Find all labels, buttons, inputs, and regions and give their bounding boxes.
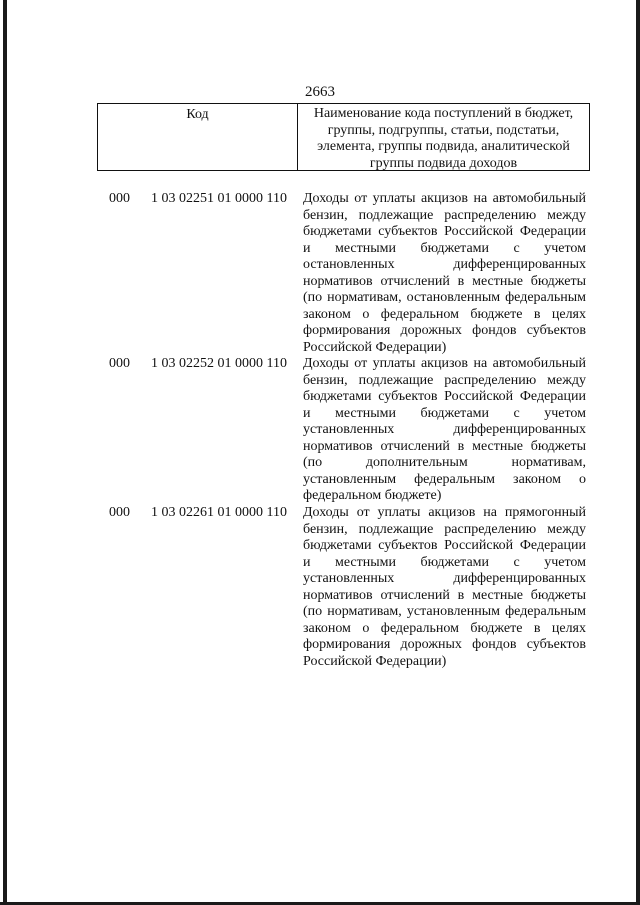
row-group: 000: [109, 191, 130, 206]
row-code: 1 03 02261 01 0000 110: [151, 505, 287, 520]
row-group: 000: [109, 356, 130, 371]
row-code: 1 03 02252 01 0000 110: [151, 356, 287, 371]
page-number: 2663: [305, 84, 335, 100]
row-description: Доходы от уплаты акцизов на автомобильный бензин, подлежащие распределению между бюджетами субъектов Российской Федерации и местными бюджетами с учетом остановленных дифференцированных нормативов отчислений в местные бюджеты (по нормативам, остановленным федеральным законом о федеральном бюджете в целях формирования дорожных фондов субъектов Российской Федерации): [303, 191, 586, 355]
header-name-cell: Наименование кода поступлений в бюджет, группы, подгруппы, статьи, подстатьи, элемента, группы подвида, аналитической группы подвида доходов: [313, 106, 574, 171]
row-code: 1 03 02251 01 0000 110: [151, 191, 287, 206]
scan-edge-left: [3, 0, 7, 905]
scan-edge-right: [636, 0, 640, 905]
row-group: 000: [109, 505, 130, 520]
table-header: [97, 103, 590, 171]
row-description: Доходы от уплаты акцизов на прямогонный бензин, подлежащие распределению между бюджетами субъектов Российской Федерации и местными бюджетами с учетом установленных дифференцированных нормативов отчислений в местные бюджеты (по нормативам, установленным федеральным законом о федеральном бюджете в целях формирования дорожных фондов субъектов Российской Федерации): [303, 505, 586, 669]
row-description: Доходы от уплаты акцизов на автомобильный бензин, подлежащие распределению между бюджетами субъектов Российской Федерации и местными бюджетами с учетом установленных дифференцированных нормативов отчислений в местные бюджеты (по дополнительным нормативам, установленным федеральным законом о федеральном бюджете): [303, 356, 586, 503]
header-code-cell: Код: [98, 104, 298, 170]
